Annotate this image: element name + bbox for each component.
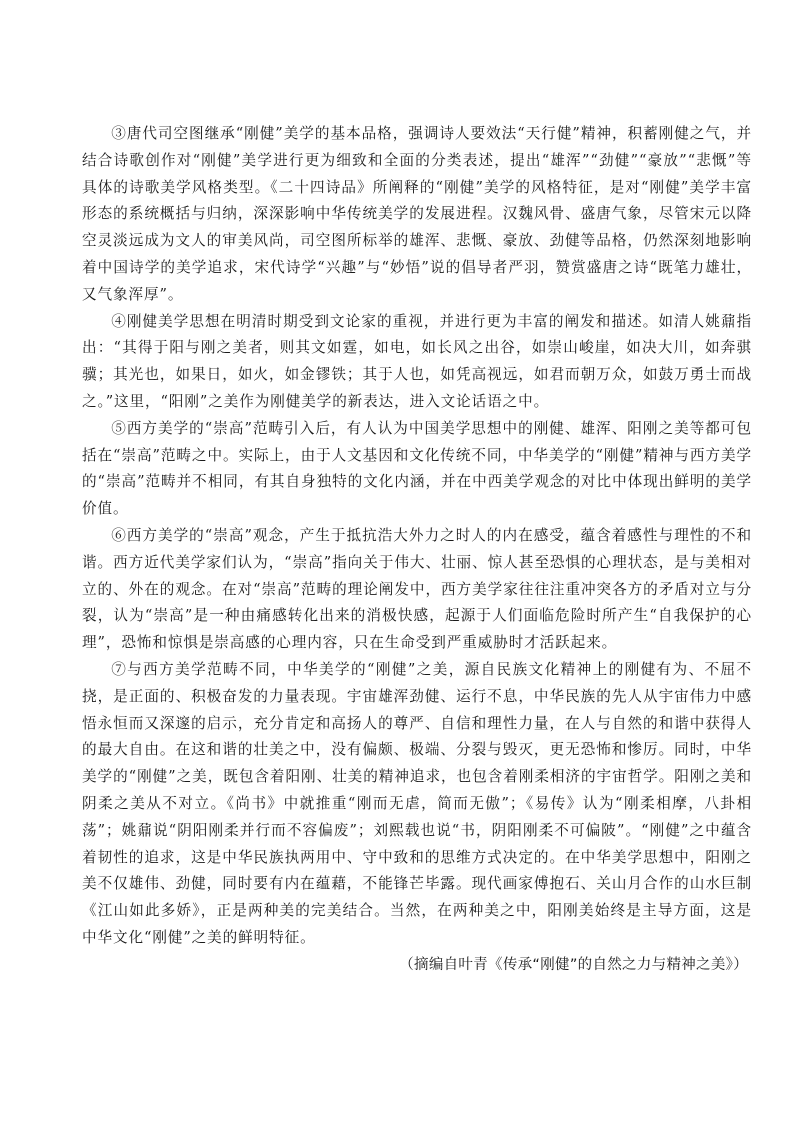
source-citation: （摘编自叶青《传承“刚健”的自然之力与精神之美》） — [399, 956, 748, 973]
paragraph-5: ⑤西方美学的“崇高”范畴引入后，有人认为中国美学思想中的刚健、雄浑、阳刚之美等都可包括在“崇高”范畴之中。实际上，由于人文基因和文化传统不同，中华美学的“刚健”精神与西方美学的“崇高”范畴并不相同，有其自身独特的文化内涵，并在中西美学观念的对比中体现出鲜明的美学价值。 — [82, 419, 752, 518]
paragraph-7: ⑦与西方美学范畴不同，中华美学的“刚健”之美，源自民族文化精神上的刚健有为、不屈不挠，是正面的、积极奋发的力量表现。宇宙雄浑劲健、运行不息，中华民族的先人从宇宙伟力中感悟永恒而又深邃的启示，充分肯定和高扬人的尊严、自信和理性力量，在人与自然的和谐中获得人的最大自由。在这和谐的壮美之中，没有偏颇、极端、分裂与毁灭，更无恐怖和惨厉。同时，中华美学的“刚健”之美，既包含着阳刚、壮美的精神追求，也包含着刚柔相济的宇宙哲学。阳刚之美和阴柔之美从不对立。《尚书》中就推重“刚而无虐，简而无傲”；《易传》认为“刚柔相摩，八卦相荡”；姚鼐说“阴阳刚柔并行而不容偏废”；刘熙载也说“书，阴阳刚柔不可偏陂”。“刚健”之中蕴含着韧性的追求，这是中华民族执两用中、守中致和的思维方式决定的。在中华美学思想中，阳刚之美不仅雄伟、劲健，同时要有内在蕴藉，不能锋芒毕露。现代画家傅抱石、关山月合作的山水巨制《江山如此多娇》，正是两种美的完美结合。当然，在两种美之中，阳刚美始终是主导方面，这是中华文化“刚健”之美的鲜明特征。 — [82, 660, 752, 946]
article-body — [82, 121, 752, 978]
paragraph-6: ⑥西方美学的“崇高”观念，产生于抵抗浩大外力之时人的内在感受，蕴含着感性与理性的不和谐。西方近代美学家们认为，“崇高”指向关于伟大、壮丽、惊人甚至恐惧的心理状态，是与美相对立的、外在的观念。在对“崇高”范畴的理论阐发中，西方美学家往往注重冲突各方的矛盾对立与分裂，认为“崇高”是一种由痛感转化出来的消极快感，起源于人们面临危险时所产生“自我保护的心理”，恐怖和惊惧是崇高感的心理内容，只在生命受到严重威胁时才活跃起来。 — [82, 526, 752, 652]
paragraph-3: ③唐代司空图继承“刚健”美学的基本品格，强调诗人要效法“天行健”精神，积蓄刚健之气，并结合诗歌创作对“刚健”美学进行更为细致和全面的分类表述，提出“雄浑”“劲健”“豪放”“悲慨”等具体的诗歌美学风格类型。《二十四诗品》所阐释的“刚健”美学的风格特征，是对“刚健”美学丰富形态的系统概括与归纳，深深影响中华传统美学的发展进程。汉魏风骨、盛唐气象，尽管宋元以降空灵淡远成为文人的审美风尚，司空图所标举的雄浑、悲慨、豪放、劲健等品格，仍然深刻地影响着中国诗学的美学追求，宋代诗学“兴趣”与“妙悟”说的倡导者严羽，赞赏盛唐之诗“既笔力雄壮，又气象浑厚”。 — [82, 125, 752, 303]
paragraph-4: ④刚健美学思想在明清时期受到文论家的重视，并进行更为丰富的阐发和描述。如清人姚鼐指出：“其得于阳与刚之美者，则其文如霆，如电，如长风之出谷，如崇山峻崖，如决大川，如奔骐骥；其光也，如果日，如火，如金镠铁；其于人也，如凭高视远，如君而朝万众，如鼓万勇士而战之。”这里，“阳刚”之美作为刚健美学的新表达，进入文论话语之中。 — [82, 312, 752, 410]
